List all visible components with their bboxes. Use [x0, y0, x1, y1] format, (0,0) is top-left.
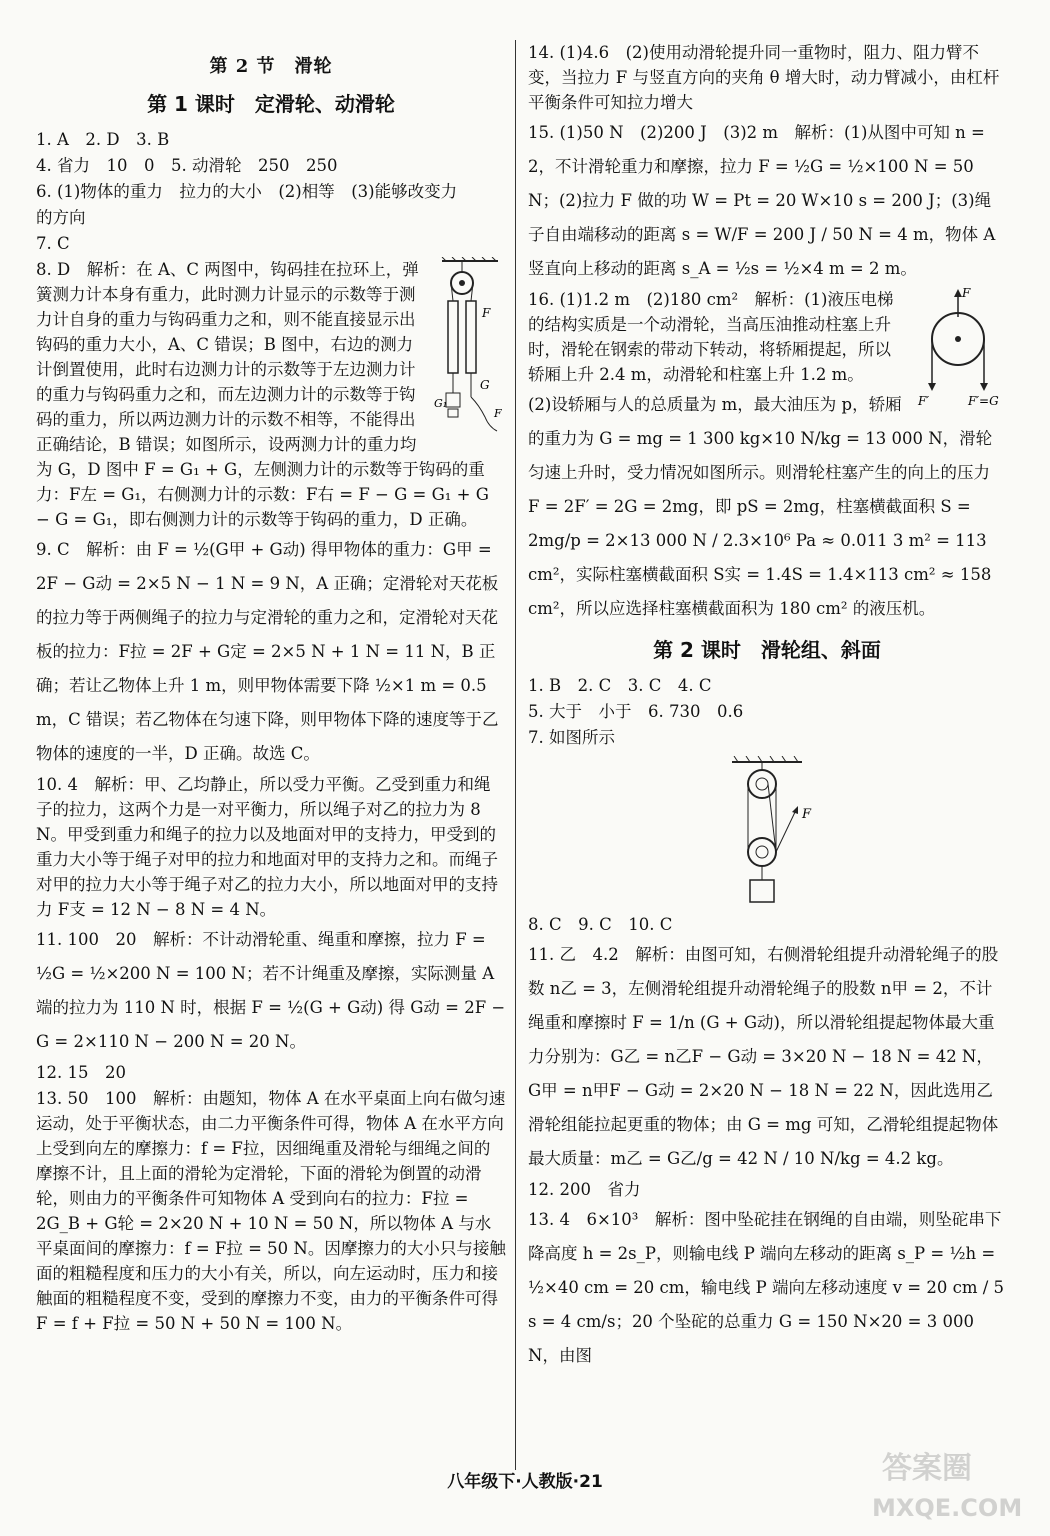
- answer-line: (2)设轿厢与人的总质量为 m，最大油压为 p，轿厢的重力为 G = mg = 1 300 kg×10 N/kg = 13 000 N，滑轮匀速上升时，受力情况如图所示。则滑轮柱塞产生的向上的压力 F = 2F′ = 2G = 2mg，即 pS = 2mg，柱塞横截面积 S = 2mg/p = 2×13 000 N / 2.3×10⁶ Pa ≈ 0.011 3 m² = 113 cm²，实际柱塞横截面积 S实 = 1.4S = 1.4×113 cm² ≈ 158 cm²，所以应选择柱塞横截面积为 180 cm² 的液压机。: [528, 395, 993, 618]
- fig16-label-left: F′: [918, 394, 930, 407]
- answer-line: 13. 4 6×10³ 解析：图中坠砣挂在钢绳的自由端，则坠砣串下降高度 h = 2s_P，则输电线 P 端向左移动的距离 s_P = ½h = ½×40 cm = 20 cm，输电线 P 端向左移动速度 v = 20 cm / 5 s = 4 cm/s；20 个坠砣的总重力 G = 150 N×20 = 3 000 N，由图: [528, 1210, 1005, 1365]
- lesson2-heading: 第 2 课时 滑轮组、斜面: [653, 638, 881, 662]
- fig8-label-g1: G₁: [434, 397, 448, 410]
- answer-line: 13. 50 100 解析：由题知，物体 A 在水平桌面上向右做匀速运动，处于平衡状态，由二力平衡条件可得，物体 A 在水平方向上受到向左的摩擦力：f = F拉，因细绳重及滑轮与细绳之间的摩擦不计，且上面的滑轮为定滑轮，下面的滑轮为倒置的动滑轮，则由力的平衡条件可知物体 A 受到向右的拉力：F拉 = 2G_B + G轮 = 2×20 N + 10 N = 50 N，所以物体 A 与水平桌面间的摩擦力：f = F拉 = 50 N。因摩擦力的大小只与接触面的粗糙程度和压力的大小有关，所以，向左运动时，压力和接触面的粗糙程度不变，受到的摩擦力不变，由力的平衡条件可得 F = f + F拉 = 50 N + 50 N = 100 N。: [36, 1089, 506, 1333]
- left-column: [36, 40, 506, 1337]
- answer-line: 11. 乙 4.2 解析：由图可知，右侧滑轮组提升动滑轮绳子的股数 n乙 = 3，左侧滑轮组提升动滑轮绳子的股数 n甲 = 2，不计绳重和摩擦时 F = 1/n (G + G动)，所以滑轮组提起物体最大重力分别为：G乙 = n乙F − G动 = 3×20 N − 18 N = 42 N，G甲 = n甲F − G动 = 2×20 N − 18 N = 22 N，因此选用乙滑轮组能拉起更重的物体；由 G = mg 可知，乙滑轮组提起物体最大质量：m乙 = G乙/g = 42 N / 10 N/kg = 4.2 kg。: [528, 945, 999, 1168]
- answer-line: 5. 大于 小于 6. 730 0.6: [528, 702, 744, 721]
- answer-line: 1. B 2. C 3. C 4. C: [528, 676, 712, 695]
- fig8-label-fp: F: [494, 407, 502, 420]
- spring-scale-figure: [434, 257, 506, 437]
- watermark-line1: 答案圈: [882, 1451, 972, 1486]
- watermark-line2: MXQE.COM: [872, 1494, 1023, 1522]
- answer-line: 14. (1)4.6 (2)使用动滑轮提升同一重物时，阻力、阻力臂不变，当拉力 F 与竖直方向的夹角 θ 增大时，动力臂减小，由杠杆平衡条件可知拉力增大: [528, 43, 1000, 112]
- answer-line: 的方向: [36, 208, 86, 227]
- column-divider: [515, 40, 516, 1470]
- answer-line: 12. 200 省力: [528, 1180, 641, 1199]
- answer-8: [36, 257, 506, 532]
- fig7-label-f: F: [802, 807, 812, 822]
- page-footer: 八年级下·人教版·21: [447, 1472, 603, 1492]
- answer-line: 12. 15 20: [36, 1063, 126, 1082]
- answer-line: 6. (1)物体的重力 拉力的大小 (2)相等 (3)能够改变力: [36, 182, 458, 201]
- answer-16: [528, 287, 1006, 407]
- answer-line: 9. C 解析：由 F = ½(G甲 + G动) 得甲物体的重力：G甲 = 2F − G动 = 2×5 N − 1 N = 9 N，A 正确；定滑轮对天花板的拉力等于两侧绳子的拉力与定滑轮的重力之和，定滑轮对天花板的拉力：F拉 = 2F + G定 = 2×5 N + 1 N = 11 N，B 正确；若让乙物体上升 1 m，则甲物体需要下降 ½×1 m = 0.5 m，C 错误；若乙物体在匀速下降，则甲物体下降的速度等于乙物体的速度的一半，D 正确。故选 C。: [36, 540, 499, 763]
- answer-line: 1. A 2. D 3. B: [36, 130, 170, 149]
- answer-line: 4. 省力 10 0 5. 动滑轮 250 250: [36, 156, 338, 175]
- answer-line: 10. 4 解析：甲、乙均静止，所以受力平衡。乙受到重力和绳子的拉力，这两个力是一对平衡力，所以绳子对乙的拉力为 8 N。甲受到重力和绳子的拉力以及地面对甲的支持力，甲受到的重力大小等于绳子对甲的拉力和地面对甲的支持力之和。而绳子对甲的拉力大小等于绳子对乙的拉力大小，所以地面对甲的支持力 F支 = 12 N − 8 N = 4 N。: [36, 775, 498, 919]
- answer-16-text: 16. (1)1.2 m (2)180 cm² 解析：(1)液压电梯的结构实质是一个动滑轮，当高压油推动柱塞上升时，滑轮在钢索的带动下转动，将轿厢提起，所以轿厢上升 2.4 m，动滑轮和柱塞上升 1.2 m。: [528, 290, 894, 384]
- answer-line: 8. C 9. C 10. C: [528, 915, 673, 934]
- fig16-label-top: F: [962, 287, 971, 300]
- section-heading: 第 2 节 滑轮: [209, 56, 333, 77]
- lesson1-heading: 第 1 课时 定滑轮、动滑轮: [147, 92, 395, 116]
- fig8-label-f: F: [482, 306, 491, 320]
- answer-line: 15. (1)50 N (2)200 J (3)2 m 解析：(1)从图中可知 n = 2，不计滑轮重力和摩擦，拉力 F = ½G = ½×100 N = 50 N；(2)拉力 F 做的功 W = Pt = 20 W×10 s = 200 J；(3)绳子自由端移动的距离 s = W/F = 200 J / 50 N = 4 m，物体 A 竖直向上移动的距离 s_A = ½s = ½×4 m = 2 m。: [528, 123, 996, 278]
- right-column: [528, 40, 1006, 1374]
- answer-line: 11. 100 20 解析：不计动滑轮重、绳重和摩擦，拉力 F = ½G = ½×200 N = 100 N；若不计绳重及摩擦，实际测量 A 端的拉力为 110 N 时，根据 F = ½(G + G动) 得 G动 = 2F − G = 2×110 N − 200 N = 20 N。: [36, 930, 506, 1051]
- pulley-block-figure: [712, 756, 822, 906]
- fig16-label-right: F′=G: [968, 394, 999, 407]
- fig8-label-g: G: [480, 378, 490, 392]
- watermark-logo: [852, 1438, 1032, 1528]
- answer-line: 7. 如图所示: [528, 728, 615, 747]
- pulley-force-figure: [910, 287, 1006, 407]
- answer-8-text: 8. D 解析：在 A、C 两图中，钩码挂在拉环上，弹簧测力计本身有重力，此时测力计显示的示数等于测力计自身的重力与钩码重力之和，则不能直接显示出钩码的重力大小，A、C 错误；B 图中，右边的测力计倒置使用，此时右边测力计的示数等于左边测力计的重力与钩码重力之和，而左边测力计的示数等于钩码的重力，所以两边测力计的示数不相等，不能得出正确结论，B 错误；如图所示，设两测力计的重力均为 G，D 图中 F = G₁ + G，左侧测力计的示数等于钩码的重力：F左 = G₁，右侧测力计的示数：F右 = F − G = G₁ + G − G = G₁，即右侧测力计的示数等于钩码的重力，D 正确。: [36, 260, 489, 529]
- answer-line: 7. C: [36, 234, 70, 253]
